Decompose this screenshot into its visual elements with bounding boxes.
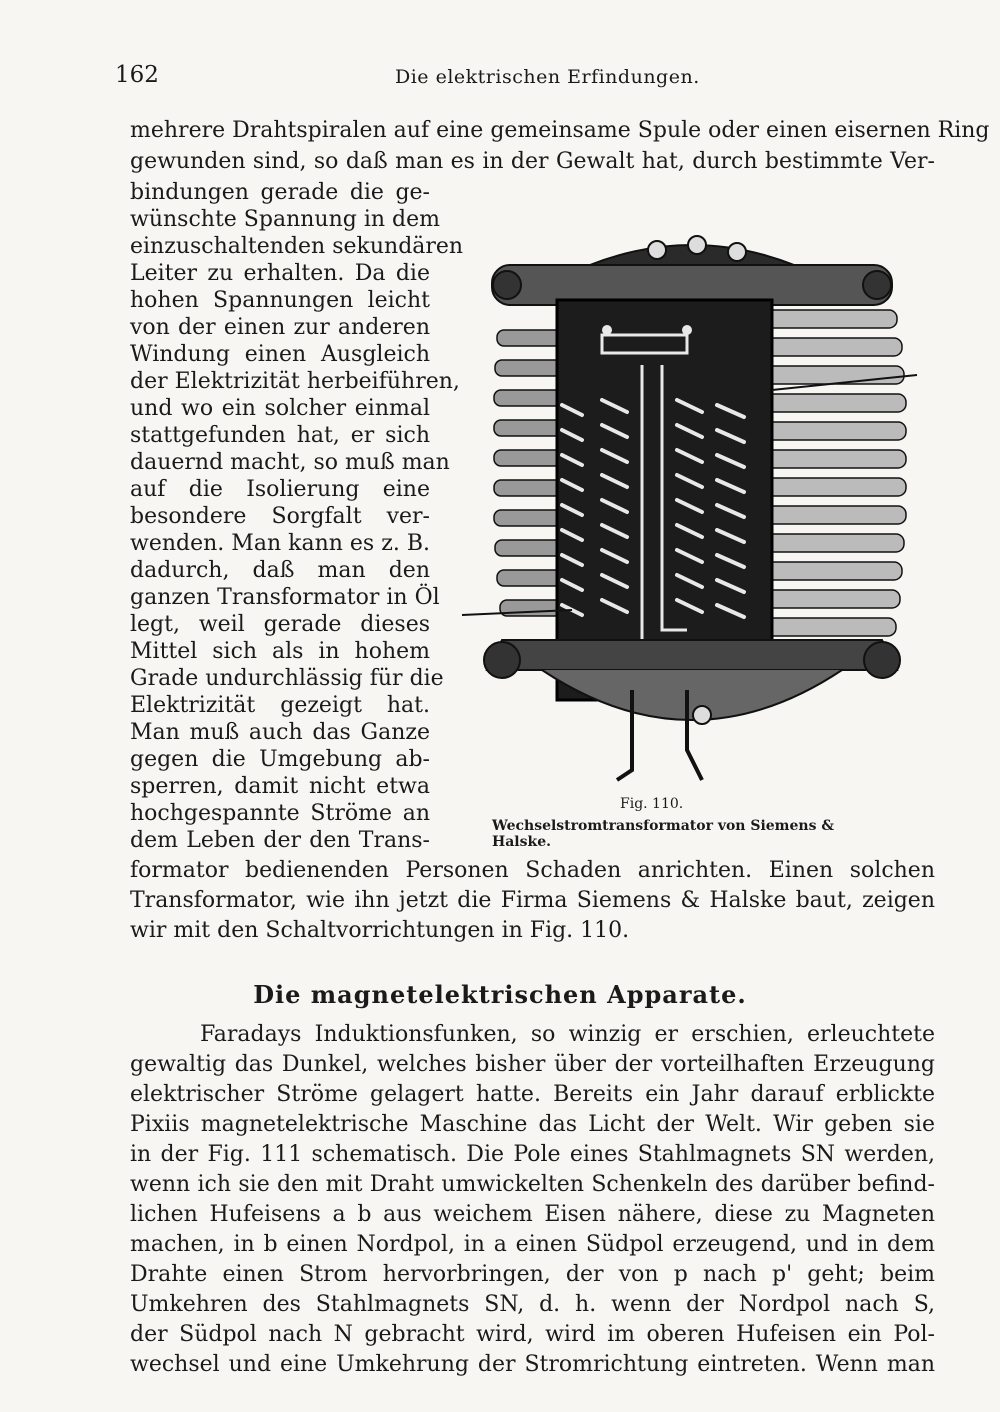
body-line: ganzen Transformator in Öl (130, 585, 440, 610)
page-header (115, 62, 935, 92)
body-line: Pixiis magnetelektrische Maschine das Licht der Welt. Wir geben sie (130, 1112, 935, 1137)
figure-caption: Wechselstromtransformator von Siemens & Halske. (492, 818, 834, 850)
body-line: formator bedienenden Personen Schaden anrichten. Einen solchen (130, 858, 935, 883)
body-line: auf die Isolierung eine (130, 477, 430, 502)
body-line: der Südpol nach N gebracht wird, wird im oberen Hufeisen ein Pol- (130, 1322, 935, 1347)
body-line: in der Fig. 111 schematisch. Die Pole eines Stahlmagnets SN werden, (130, 1142, 935, 1167)
body-line: Faradays Induktionsfunken, so winzig er erschien, erleuchtete (200, 1022, 935, 1047)
body-line: Elektrizität gezeigt hat. (130, 693, 430, 718)
body-line: Leiter zu erhalten. Da die (130, 261, 430, 286)
transformer-illustration (462, 190, 922, 810)
body-line: legt, weil gerade dieses (130, 612, 430, 637)
body-line: gewunden sind, so daß man es in der Gewalt hat, durch bestimmte Ver- (130, 149, 935, 174)
body-line: und wo ein solcher einmal (130, 396, 430, 421)
page-number: 162 (115, 62, 159, 88)
body-line: Grade undurchlässig für die (130, 666, 444, 691)
body-line: wechsel und eine Umkehrung der Stromrichtung eintreten. Wenn man (130, 1352, 935, 1377)
body-line: dem Leben der den Trans- (130, 828, 430, 853)
body-line: dauernd macht, so muß man (130, 450, 450, 475)
body-line: gewaltig das Dunkel, welches bisher über der vorteilhaften Erzeugung (130, 1052, 935, 1077)
body-line: gegen die Umgebung ab- (130, 747, 430, 772)
transformer-drawing (462, 190, 922, 810)
figure-label: Fig. 110. (620, 796, 684, 812)
body-line: mehrere Drahtspiralen auf eine gemeinsame Spule oder einen eisernen Ring (130, 118, 990, 143)
body-line: besondere Sorgfalt ver- (130, 504, 430, 529)
body-line: wir mit den Schaltvorrichtungen in Fig. 110. (130, 918, 630, 943)
body-line: hochgespannte Ströme an (130, 801, 430, 826)
running-title: Die elektrischen Erfindungen. (395, 66, 700, 88)
body-line: bindungen gerade die ge- (130, 180, 430, 205)
body-line: Umkehren des Stahlmagnets SN, d. h. wenn der Nordpol nach S, (130, 1292, 935, 1317)
section-heading: Die magnetelektrischen Apparate. (253, 980, 747, 1009)
body-line: stattgefunden hat, er sich (130, 423, 430, 448)
body-line: Man muß auch das Ganze (130, 720, 430, 745)
body-line: elektrischer Ströme gelagert hatte. Bereits ein Jahr darauf erblickte (130, 1082, 935, 1107)
body-line: dadurch, daß man den (130, 558, 430, 583)
body-line: wünschte Spannung in dem (130, 207, 440, 232)
body-line: der Elektrizität herbeiführen, (130, 369, 460, 394)
body-line: von der einen zur anderen (130, 315, 430, 340)
body-line: wenden. Man kann es z. B. (130, 531, 430, 556)
body-line: lichen Hufeisens a b aus weichem Eisen nähere, diese zu Magneten (130, 1202, 935, 1227)
body-line: hohen Spannungen leicht (130, 288, 430, 313)
body-line: wenn ich sie den mit Draht umwickelten Schenkeln des darüber befind- (130, 1172, 935, 1197)
body-line: einzuschaltenden sekundären (130, 234, 464, 259)
body-line: Windung einen Ausgleich (130, 342, 430, 367)
body-line: Transformator, wie ihn jetzt die Firma Siemens & Halske baut, zeigen (130, 888, 935, 913)
body-line: machen, in b einen Nordpol, in a einen Südpol erzeugend, und in dem (130, 1232, 935, 1257)
body-line: Drahte einen Strom hervorbringen, der von p nach p' geht; beim (130, 1262, 935, 1287)
body-line: sperren, damit nicht etwa (130, 774, 430, 799)
body-line: Mittel sich als in hohem (130, 639, 430, 664)
